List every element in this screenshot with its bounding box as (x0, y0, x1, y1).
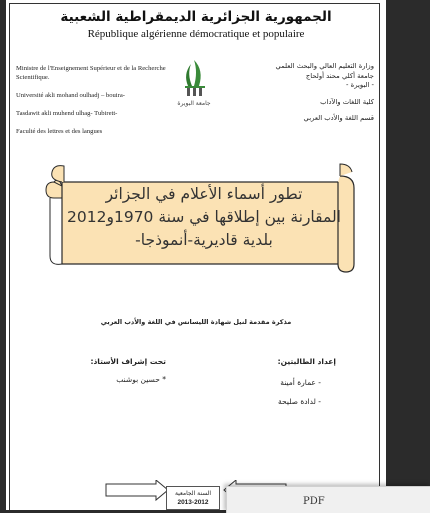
students-heading: إعداد الطالبتين: (277, 357, 336, 366)
faculty-french: Faculté des lettres et des langues (16, 128, 103, 135)
thesis-title (64, 183, 344, 252)
academic-year-box (166, 486, 220, 510)
right-institution-block (244, 62, 374, 131)
campus-berber: Tasdawit akli muhend ulhag- Tubirett- (16, 110, 118, 117)
toast-text: PDF (303, 496, 325, 507)
university-french: Université akli mohand oulhadj – bouira- (16, 92, 125, 99)
thesis-note: مذكرة مقدمة لنيل شهادة الليسانس في اللغة والأدب العربي (100, 318, 292, 326)
academic-year-label: السنة الجامعية (174, 490, 212, 497)
supervisor-name: * حسين بوشنب (116, 375, 166, 384)
university-logo-icon (169, 56, 219, 108)
header-republic-french: République algérienne démocratique et populaire (87, 28, 305, 40)
pdf-viewer-toast[interactable] (226, 486, 430, 513)
title-line-3: بلدية قاديرية-أنموذجا- (135, 231, 273, 249)
city-arabic: - البويرة - (346, 81, 374, 89)
academic-year-value: 2013-2012 (177, 499, 209, 506)
ministry-arabic: وزارة التعليم العالي والبحث العلمي (275, 62, 374, 70)
supervisor-heading: تحت إشراف الأستاذ: (90, 357, 166, 366)
title-line-1: تطور أسماء الأعلام في الجزائر (105, 185, 303, 203)
student-1: - عمارة أمينة (280, 378, 321, 387)
ministry-french: Ministre de l'Enseignement Supérieur et de la Recherche Scientifique. (16, 65, 166, 81)
logo-caption: جامعة البويرة (177, 100, 211, 107)
department-arabic: قسم اللغة والأدب العربي (303, 114, 374, 122)
title-line-2: المقارنة بين إطلاقها في سنة 1970و2012 (67, 208, 341, 226)
left-institution-block (16, 64, 166, 145)
student-2: - لدادة صليحة (277, 397, 321, 406)
header-republic-arabic: الجمهورية الجزائرية الديمقراطية الشعبية (60, 9, 332, 25)
document-page (6, 0, 386, 510)
university-arabic: جامعة أكلي محند أولحاج (305, 71, 374, 80)
faculty-arabic: كلية اللغات والآداب (320, 97, 374, 106)
